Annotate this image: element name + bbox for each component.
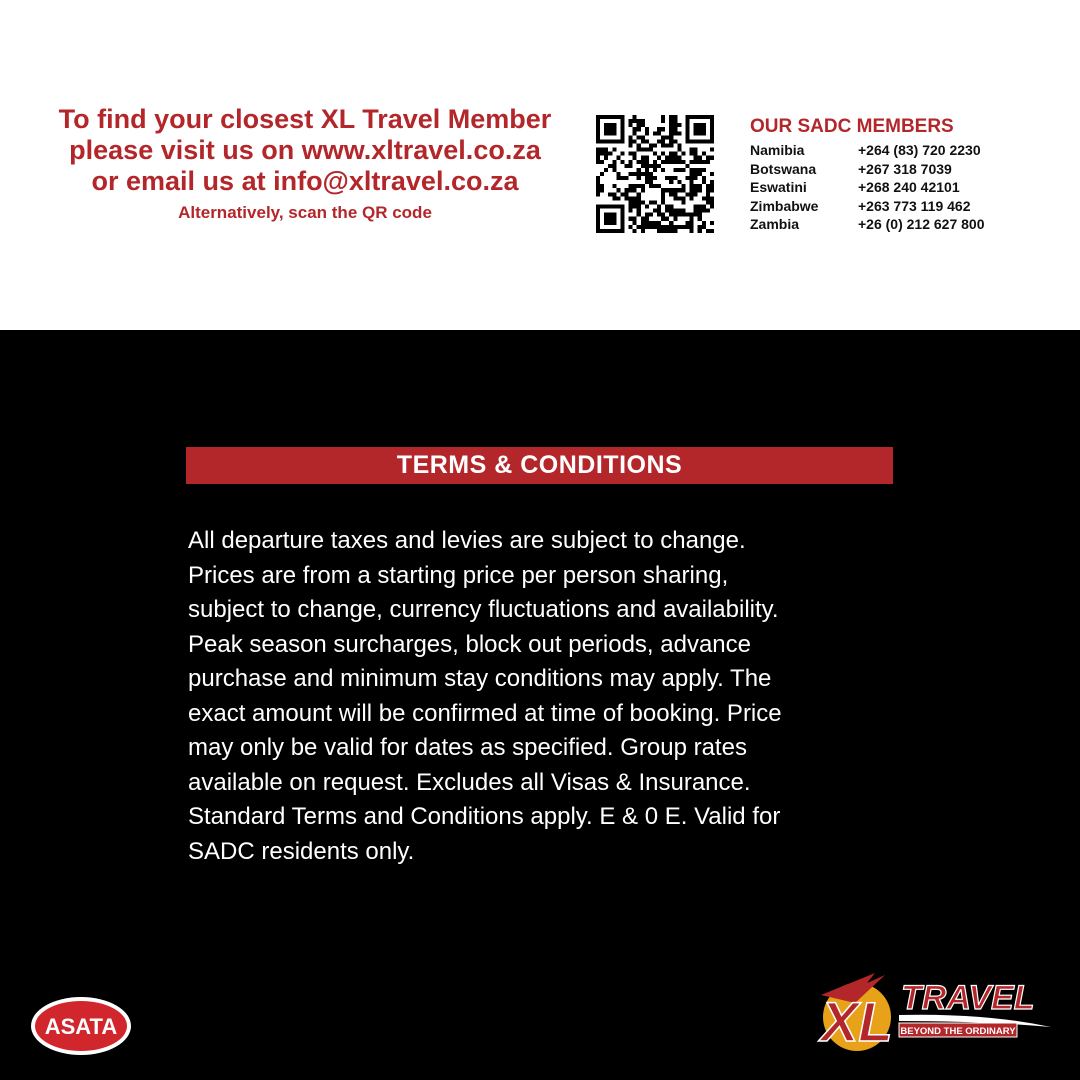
xl-travel-logo: [815, 965, 1055, 1065]
sadc-country: Botswana: [750, 160, 817, 177]
terms-line: available on request. Excludes all Visas & Insurance.: [188, 768, 751, 796]
contact-info: [30, 104, 580, 225]
asata-logo-text: ASATA: [44, 1014, 118, 1039]
contact-panel: [0, 0, 1080, 330]
sadc-phone[interactable]: +267 318 7039: [858, 160, 952, 177]
sadc-member-row: [750, 141, 1060, 160]
asata-logo: [30, 996, 132, 1056]
sadc-phone[interactable]: +26 (0) 212 627 800: [858, 216, 985, 233]
terms-line: purchase and minimum stay conditions may apply. The: [188, 665, 772, 692]
terms-body: [188, 524, 908, 869]
sadc-country: Eswatini: [750, 179, 807, 196]
xl-logo-mark: XL: [821, 990, 893, 1053]
sadc-phone[interactable]: +263 773 119 462: [858, 197, 971, 214]
sadc-member-row: [750, 197, 1060, 216]
contact-line-website[interactable]: please visit us on www.xltravel.co.za: [69, 135, 541, 165]
terms-line: subject to change, currency fluctuations and availability.: [188, 596, 779, 623]
sadc-member-row: [750, 178, 1060, 197]
terms-line: Standard Terms and Conditions apply. E & 0 E. Valid for: [188, 803, 781, 830]
terms-line: exact amount will be confirmed at time of booking. Price: [188, 699, 782, 727]
contact-line-find-member: To find your closest XL Travel Member: [58, 104, 552, 134]
terms-line: Peak season surcharges, block out periods, advance: [188, 630, 752, 658]
xl-logo-tagline: BEYOND THE ORDINARY: [900, 1026, 1016, 1037]
xl-logo-word: TRAVEL: [901, 979, 1035, 1017]
terms-line: All departure taxes and levies are subject to change.: [188, 527, 746, 554]
terms-title: TERMS & CONDITIONS: [396, 451, 683, 479]
sadc-country: Namibia: [750, 142, 805, 159]
contact-line-email[interactable]: or email us at info@xltravel.co.za: [91, 166, 519, 196]
sadc-members: [750, 115, 1060, 234]
qr-instruction: Alternatively, scan the QR code: [178, 203, 432, 222]
terms-line: may only be valid for dates as specified. Group rates: [188, 734, 747, 761]
sadc-phone[interactable]: +264 (83) 720 2230: [858, 142, 981, 159]
qr-code-icon[interactable]: [596, 115, 714, 233]
terms-line: Prices are from a starting price per person sharing,: [188, 561, 729, 589]
sadc-member-row: [750, 160, 1060, 179]
sadc-member-row: [750, 215, 1060, 234]
sadc-country: Zimbabwe: [750, 197, 819, 214]
sadc-title: OUR SADC MEMBERS: [750, 116, 954, 137]
terms-banner: [186, 447, 893, 484]
terms-line: SADC residents only.: [188, 837, 415, 865]
sadc-country: Zambia: [750, 216, 800, 233]
sadc-members-list: [750, 141, 1060, 234]
sadc-phone[interactable]: +268 240 42101: [858, 179, 960, 196]
